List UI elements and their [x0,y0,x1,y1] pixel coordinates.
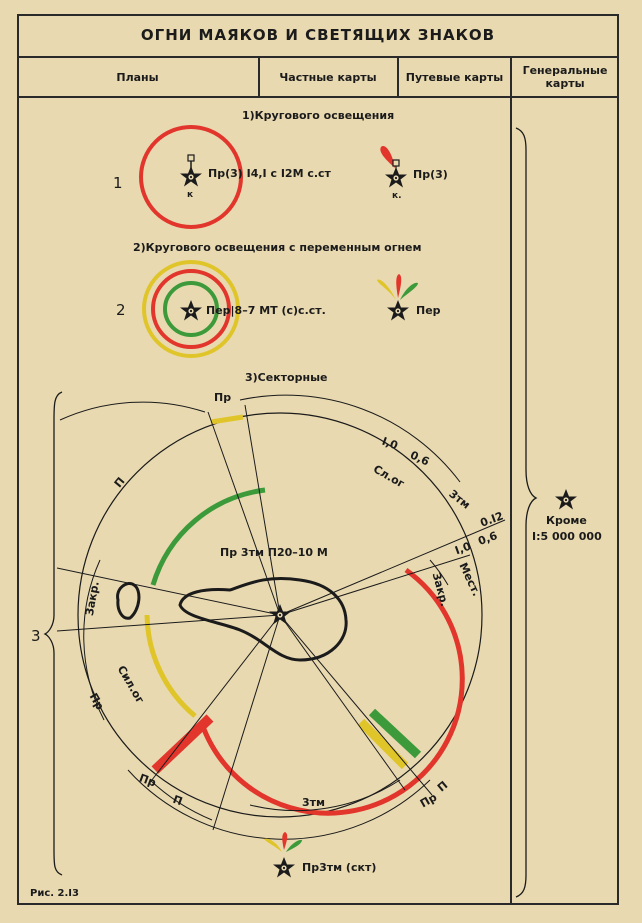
row-number: 2 [116,301,126,319]
sector-label: Сил.ог [114,663,147,706]
plan-light-label: Пер|8–7 МТ (с)с.ст. [206,304,326,317]
island-outline [180,578,346,660]
green-sector-arc [153,490,265,585]
sector-label: Сл.ог [371,462,407,491]
red-light-flare-icon [396,274,401,298]
general-charts-brace [516,128,536,897]
lighthouse-star-icon [269,604,291,625]
red-light-flare-icon [282,832,287,850]
lighthouse-star-icon [385,167,407,188]
islet-outline [118,583,139,618]
lighthouse-star-icon [387,300,409,321]
sector-label: П [111,474,128,491]
sector-label: 3тм [446,487,473,512]
sector-label: 0,6 [408,448,432,469]
section-heading: 1)Кругового освещения [242,109,395,122]
chart-light-label: Пер [416,304,441,317]
column-header-private-charts: Частные карты [258,58,398,98]
sector-label: П [171,792,185,809]
sector-label: Пр [86,690,107,713]
row-number: 1 [113,174,123,192]
sector-label: 0,6 [476,529,500,548]
red-sector-band [155,718,210,770]
green-light-flare-icon [400,283,418,300]
section-heading: 2)Кругового освещения с переменным огнем [133,241,422,254]
sector-label: Закр. [82,580,102,617]
plan-light-label: Пр(3) I4,I с I2М с.ст [208,167,331,180]
plan-light-mark: к [187,190,194,200]
sector-label: 3тм [302,796,326,809]
lighthouse-star-icon [555,489,577,510]
column-header-general-charts: Генеральные карты [511,58,619,98]
lighthouse-star-icon [180,166,202,187]
lighthouse-star-icon [180,300,202,321]
row-number: 3 [31,627,41,645]
column-header-plans: Планы [17,58,258,98]
yellow-light-flare-icon [377,280,396,300]
chart-light-label: Пр(3) [413,168,448,181]
page-title: ОГНИ МАЯКОВ И СВЕТЯЩИХ ЗНАКОВ [17,14,619,58]
lighthouse-star-icon [273,857,295,878]
sector-label: Пр [214,391,232,404]
general-chart-scale: I:5 000 000 [532,530,602,543]
sector-label: Пр [137,771,158,790]
sector-label: Закр. [429,571,452,608]
column-header-route-charts: Путевые карты [398,58,511,98]
green-sector-band [372,712,418,755]
sector-chart-label: Пр3тм (скт) [302,861,377,874]
sector-label: 0.I2 [478,509,506,530]
sector-label: П [434,778,451,795]
sector-label: Пр [417,790,440,811]
yellow-top-sector [211,417,243,422]
sector-label: I,0 [380,434,400,453]
left-brace [45,392,62,875]
chart-light-mark: к. [392,191,402,201]
sector-label: Мест. [456,560,484,599]
yellow-light-flare-icon [264,839,282,852]
sector-center-label: Пр 3тм П20–10 М [220,546,328,559]
figure-caption: Рис. 2.I3 [30,888,79,899]
general-chart-label: Кроме [546,514,587,527]
section-heading: 3)Секторные [245,371,328,384]
sector-label: I,0 [453,539,473,558]
green-light-flare-icon [286,840,302,852]
yellow-sector-arc [147,615,195,716]
